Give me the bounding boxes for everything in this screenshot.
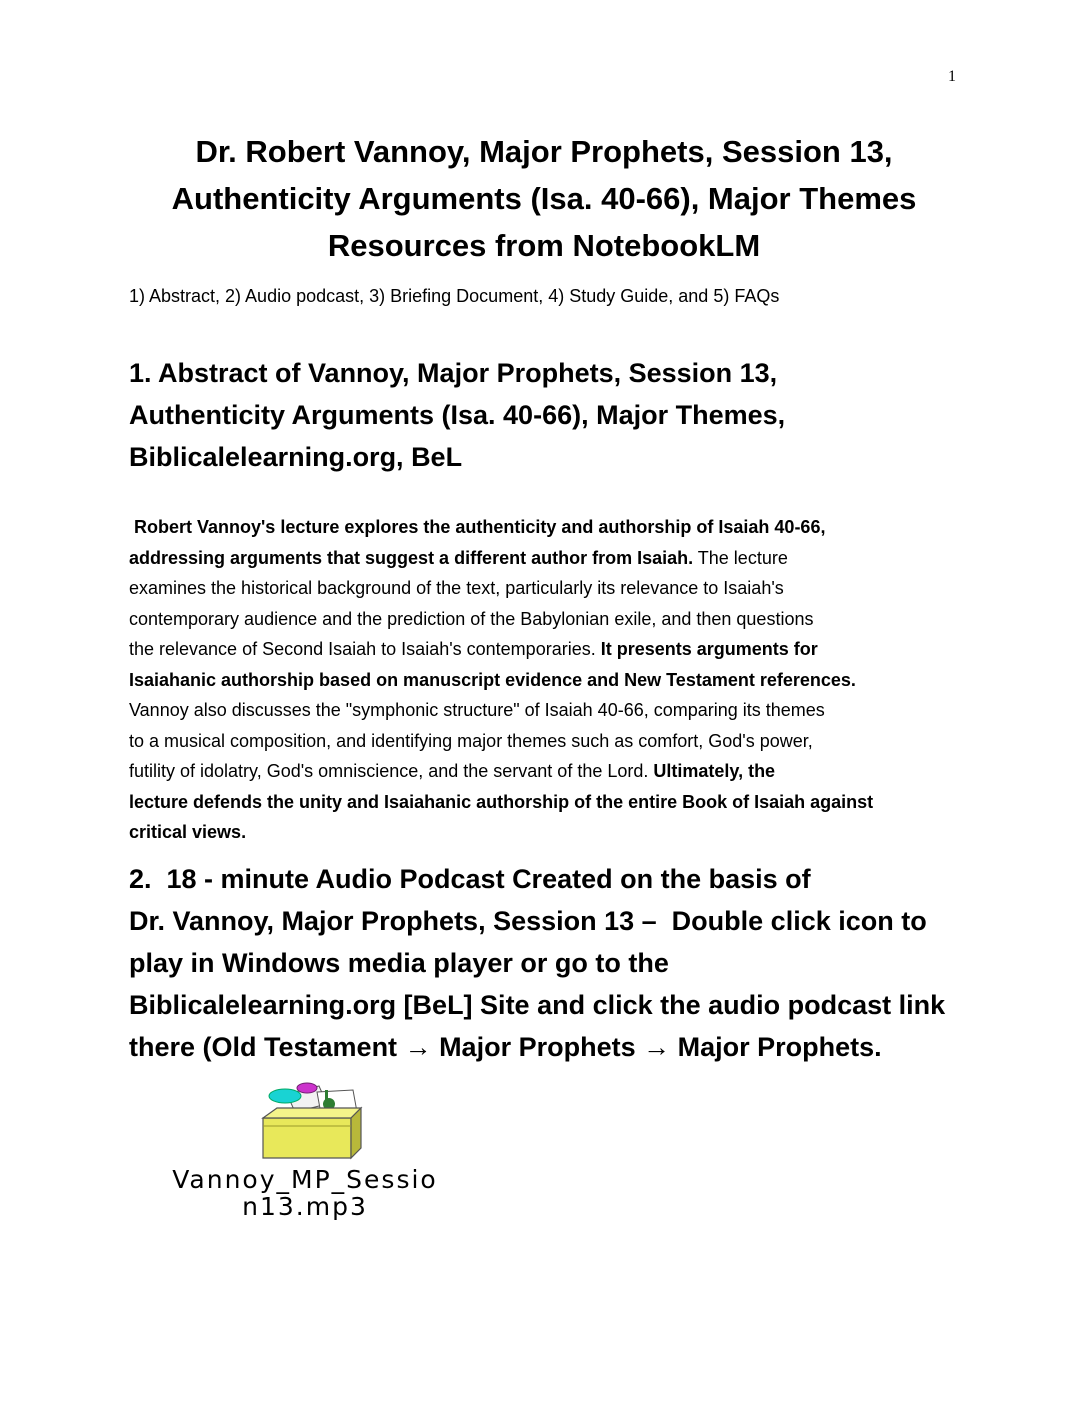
page-number: 1 <box>948 68 956 85</box>
filename-line: n13.mp3 <box>242 1192 368 1221</box>
arrow-icon: → <box>404 1032 432 1062</box>
heading-line: 2. 18 - minute Audio Podcast Created on the basis of <box>129 864 811 894</box>
abstract-line: contemporary audience and the prediction of the Babylonian exile, and then questions <box>129 608 814 629</box>
abstract-paragraph <box>129 512 969 848</box>
package-icon[interactable] <box>257 1082 365 1160</box>
abstract-line <box>129 543 969 574</box>
abstract-line <box>129 756 969 787</box>
abstract-text: The lecture <box>693 547 788 568</box>
abstract-line: critical views. <box>129 822 247 842</box>
audio-attachment[interactable] <box>130 1082 480 1220</box>
attachment-filename[interactable] <box>130 1166 480 1220</box>
section2-heading <box>129 858 945 1068</box>
section1-heading <box>129 352 785 478</box>
abstract-text: futility of idolatry, God's omniscience, and the servant of the Lord. <box>129 761 654 781</box>
heading-text: Major Prophets <box>431 1032 644 1062</box>
document-title <box>100 128 988 269</box>
resources-list: 1) Abstract, 2) Audio podcast, 3) Briefing Document, 4) Study Guide, and 5) FAQs <box>129 286 780 306</box>
abstract-line: lecture defends the unity and Isaiahanic authorship of the entire Book of Isaiah against <box>129 791 874 812</box>
abstract-line: Vannoy also discusses the "symphonic structure" of Isaiah 40-66, comparing its themes <box>129 700 825 720</box>
abstract-line <box>129 634 969 665</box>
abstract-bold-text: It presents arguments for <box>600 639 818 659</box>
arrow-icon: → <box>643 1032 671 1062</box>
abstract-text: the relevance of Second Isaiah to Isaiah's contemporaries. <box>129 639 601 659</box>
abstract-line: Robert Vannoy's lecture explores the authenticity and authorship of Isaiah 40-66, <box>129 517 826 537</box>
heading-line: Biblicalelearning.org, BeL <box>129 442 463 472</box>
abstract-line: Isaiahanic authorship based on manuscript evidence and New Testament references. <box>129 669 856 690</box>
abstract-line: to a musical composition, and identifying major themes such as comfort, God's power, <box>129 730 813 751</box>
title-line: Resources from NotebookLM <box>327 228 761 263</box>
heading-line <box>129 1026 945 1068</box>
heading-line: Dr. Vannoy, Major Prophets, Session 13 – Double click icon to <box>129 906 927 936</box>
heading-text: Major Prophets. <box>670 1032 882 1062</box>
heading-line: Biblicalelearning.org [BeL] Site and click the audio podcast link <box>129 990 946 1020</box>
abstract-line: examines the historical background of the text, particularly its relevance to Isaiah's <box>129 578 784 598</box>
heading-text: there (Old Testament <box>129 1032 405 1062</box>
title-line: Authenticity Arguments (Isa. 40-66), Major Themes <box>171 181 917 216</box>
heading-line: play in Windows media player or go to the <box>129 948 669 978</box>
heading-line: 1. Abstract of Vannoy, Major Prophets, Session 13, <box>129 358 778 388</box>
abstract-bold-text: Ultimately, the <box>653 761 776 781</box>
filename-line: Vannoy_MP_Sessio <box>172 1165 438 1194</box>
abstract-bold-text: addressing arguments that suggest a different author from Isaiah. <box>129 547 694 568</box>
heading-line: Authenticity Arguments (Isa. 40-66), Major Themes, <box>129 400 786 430</box>
title-line: Dr. Robert Vannoy, Major Prophets, Session 13, <box>195 134 893 169</box>
